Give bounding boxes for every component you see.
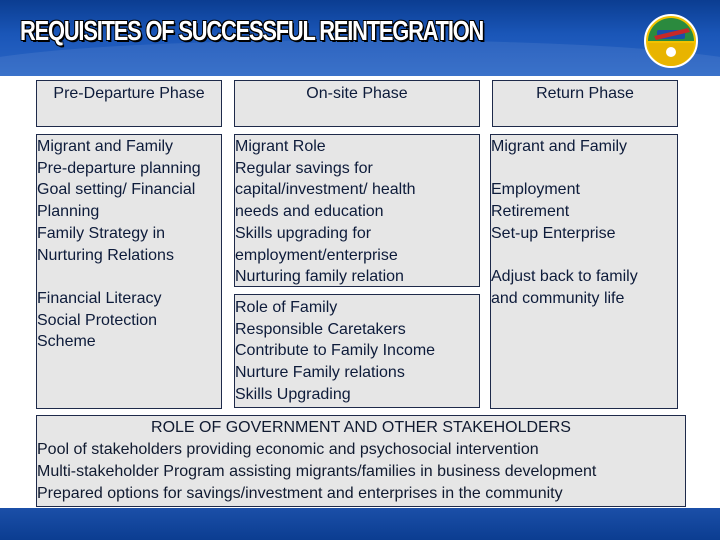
family-role-line: Nurture Family relations [235, 364, 405, 382]
pre-departure-line: Scheme [37, 333, 96, 351]
family-role-line: Skills Upgrading [235, 385, 351, 403]
emblem-logo-icon [640, 10, 702, 72]
government-heading: ROLE OF GOVERNMENT AND OTHER STAKEHOLDERS [151, 419, 571, 436]
on-site-heading: On-site Phase [306, 85, 408, 102]
family-role-box [234, 294, 480, 408]
return-heading-box [492, 80, 678, 127]
pre-departure-heading: Pre-Departure Phase [53, 85, 205, 102]
government-line: Pool of stakeholders providing economic and psychosocial intervention [37, 441, 539, 458]
header-banner [0, 0, 720, 76]
migrant-role-line: Skills upgrading for [235, 224, 372, 242]
return-line: Migrant and Family [491, 138, 628, 155]
government-line: Prepared options for savings/investment and enterprises in the community [37, 485, 563, 502]
pre-departure-line: Pre-departure planning [37, 159, 201, 177]
pre-departure-content-box [36, 134, 222, 409]
migrant-role-box [234, 134, 480, 287]
return-line: Set-up Enterprise [491, 224, 616, 242]
pre-departure-line: Goal setting/ Financial [37, 181, 196, 199]
return-line: Employment [491, 181, 580, 199]
migrant-role-line: capital/investment/ health [235, 181, 416, 199]
pre-departure-line: Family Strategy in [37, 224, 166, 242]
government-line: Multi-stakeholder Program assisting migrants/families in business development [37, 463, 597, 480]
on-site-heading-box [234, 80, 480, 127]
pre-departure-line: Migrant and Family [37, 138, 174, 155]
family-role-line: Role of Family [235, 299, 338, 316]
pre-departure-line: Social Protection [37, 311, 158, 329]
pre-departure-line: Nurturing Relations [37, 246, 174, 264]
migrant-role-line: Nurturing family relation [235, 268, 404, 286]
pre-departure-line: Financial Literacy [37, 289, 162, 307]
migrant-role-line: Migrant Role [235, 138, 326, 155]
return-line: and community life [491, 289, 625, 307]
migrant-role-line: needs and education [235, 203, 384, 221]
family-role-line: Responsible Caretakers [235, 320, 406, 338]
return-line: Retirement [491, 203, 570, 221]
footer-band [0, 508, 720, 540]
return-heading: Return Phase [536, 85, 634, 102]
migrant-role-line: Regular savings for [235, 159, 373, 177]
pre-departure-heading-box [36, 80, 222, 127]
slide-title: REQUISITES OF SUCCESSFUL REINTEGRATION [20, 15, 484, 46]
family-role-line: Contribute to Family Income [235, 342, 436, 360]
migrant-role-line: employment/enterprise [235, 246, 398, 264]
return-content-box [490, 134, 678, 409]
government-box [36, 415, 686, 507]
pre-departure-line: Planning [37, 203, 100, 221]
return-line: Adjust back to family [491, 268, 638, 286]
